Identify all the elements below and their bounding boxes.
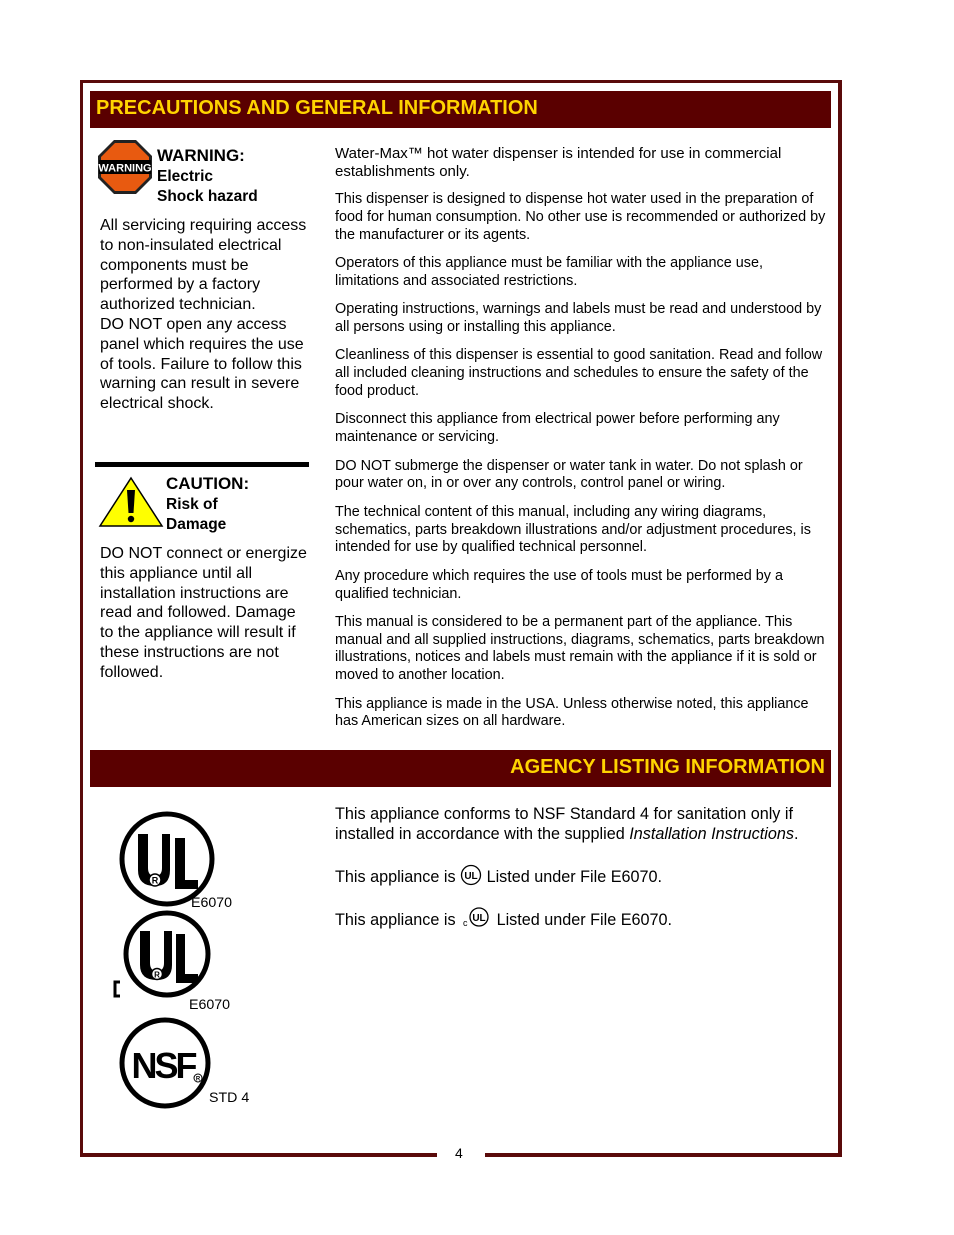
warning-body-paragraph: DO NOT open any access panel which requires the use of tools. Failure to follow this warning can result in severe electrical shock. — [100, 315, 304, 413]
warning-body-paragraph: All servicing requiring access to non-insulated electrical components must be performed by a factory authorized technician. — [100, 217, 307, 314]
info-paragraph: This dispenser is designed to dispense hot water used in the preparation of food for human consumption. No other use is recommended or authorized by the manufacturer or its agents. — [335, 191, 826, 243]
page-number: 4 — [455, 1145, 463, 1161]
section-divider — [95, 462, 309, 467]
info-paragraph: Water-Max™ hot water dispenser is intended for use in commercial establishments only. — [335, 145, 782, 180]
cul-inline-icon — [460, 907, 492, 929]
svg-text:c: c — [463, 918, 468, 928]
ul-logo-caption: E6070 — [191, 895, 233, 911]
agency-text — [335, 804, 830, 950]
svg-text:R: R — [195, 1076, 201, 1083]
info-paragraph: This appliance is made in the USA. Unless otherwise noted, this appliance has American sizes on all hardware. — [335, 695, 809, 730]
ul-inline-icon — [460, 864, 482, 886]
precautions-header: PRECAUTIONS AND GENERAL INFORMATION — [90, 91, 831, 128]
general-info-list — [335, 145, 830, 742]
svg-text:NSF: NSF — [131, 1045, 195, 1086]
info-paragraph: DO NOT submerge the dispenser or water tank in water. Do not splash or pour water on, in or over any controls, control panel or wiring. — [335, 457, 803, 492]
svg-text:WARNING: WARNING — [98, 162, 152, 175]
cul-logo-caption: E6070 — [189, 997, 231, 1013]
caution-title: CAUTION: — [166, 474, 250, 493]
svg-text:UL: UL — [472, 913, 486, 924]
info-paragraph: Disconnect this appliance from electrical power before performing any maintenance or servicing. — [335, 411, 780, 446]
agency-header: AGENCY LISTING INFORMATION — [90, 750, 831, 787]
info-paragraph: This manual is considered to be a permanent part of the appliance. This manual and all supplied instructions, diagrams, schematics, parts breakdown illustrations, notices and labels must remain with the appliance if it is sold or moved to another location. — [335, 613, 825, 684]
svg-text:R: R — [154, 970, 160, 980]
nsf-logo-icon — [118, 1016, 212, 1110]
caution-triangle-icon — [98, 476, 164, 528]
cul-listing-text: This appliance is c UL Listed under File E6070. — [335, 907, 830, 930]
info-paragraph: Operating instructions, warnings and labels must be read and understood by all persons using or installing this appliance. — [335, 301, 822, 335]
info-paragraph: Operators of this appliance must be familiar with the appliance use, limitations and associated restrictions. — [335, 254, 763, 289]
svg-text:R: R — [151, 875, 159, 886]
ul-logo-icon — [118, 810, 216, 908]
cul-logo-icon — [110, 910, 214, 1006]
caution-subtitle: Risk of Damage — [166, 496, 227, 533]
svg-text:UL: UL — [464, 871, 478, 882]
warning-title: WARNING: — [157, 146, 245, 165]
info-paragraph: The technical content of this manual, including any wiring diagrams, schematics, parts breakdown illustrations and/or adjustment procedures, is intended for use by qualified technical personnel. — [335, 503, 811, 556]
nsf-logo-caption: STD 4 — [209, 1090, 250, 1106]
info-paragraph: Cleanliness of this dispenser is essential to good sanitation. Read and follow all included cleaning instructions and schedules to ensure the safety of the food product. — [335, 347, 823, 399]
ul-listing-text: This appliance is UL Listed under File E6070. — [335, 864, 830, 887]
warning-body — [100, 216, 308, 414]
nsf-conform-text: This appliance conforms to NSF Standard 4 for sanitation only if installed in accordance with the supplied Installation Instructions. — [335, 805, 799, 843]
caution-body: DO NOT connect or energize this appliance until all installation instructions are read and followed. Damage to the appliance will result if these instructions are not followed. — [100, 545, 307, 681]
warning-sign-icon — [97, 139, 153, 195]
info-paragraph: Any procedure which requires the use of tools must be performed by a qualified technician. — [335, 567, 783, 602]
warning-subtitle: Electric Shock hazard — [157, 168, 258, 205]
